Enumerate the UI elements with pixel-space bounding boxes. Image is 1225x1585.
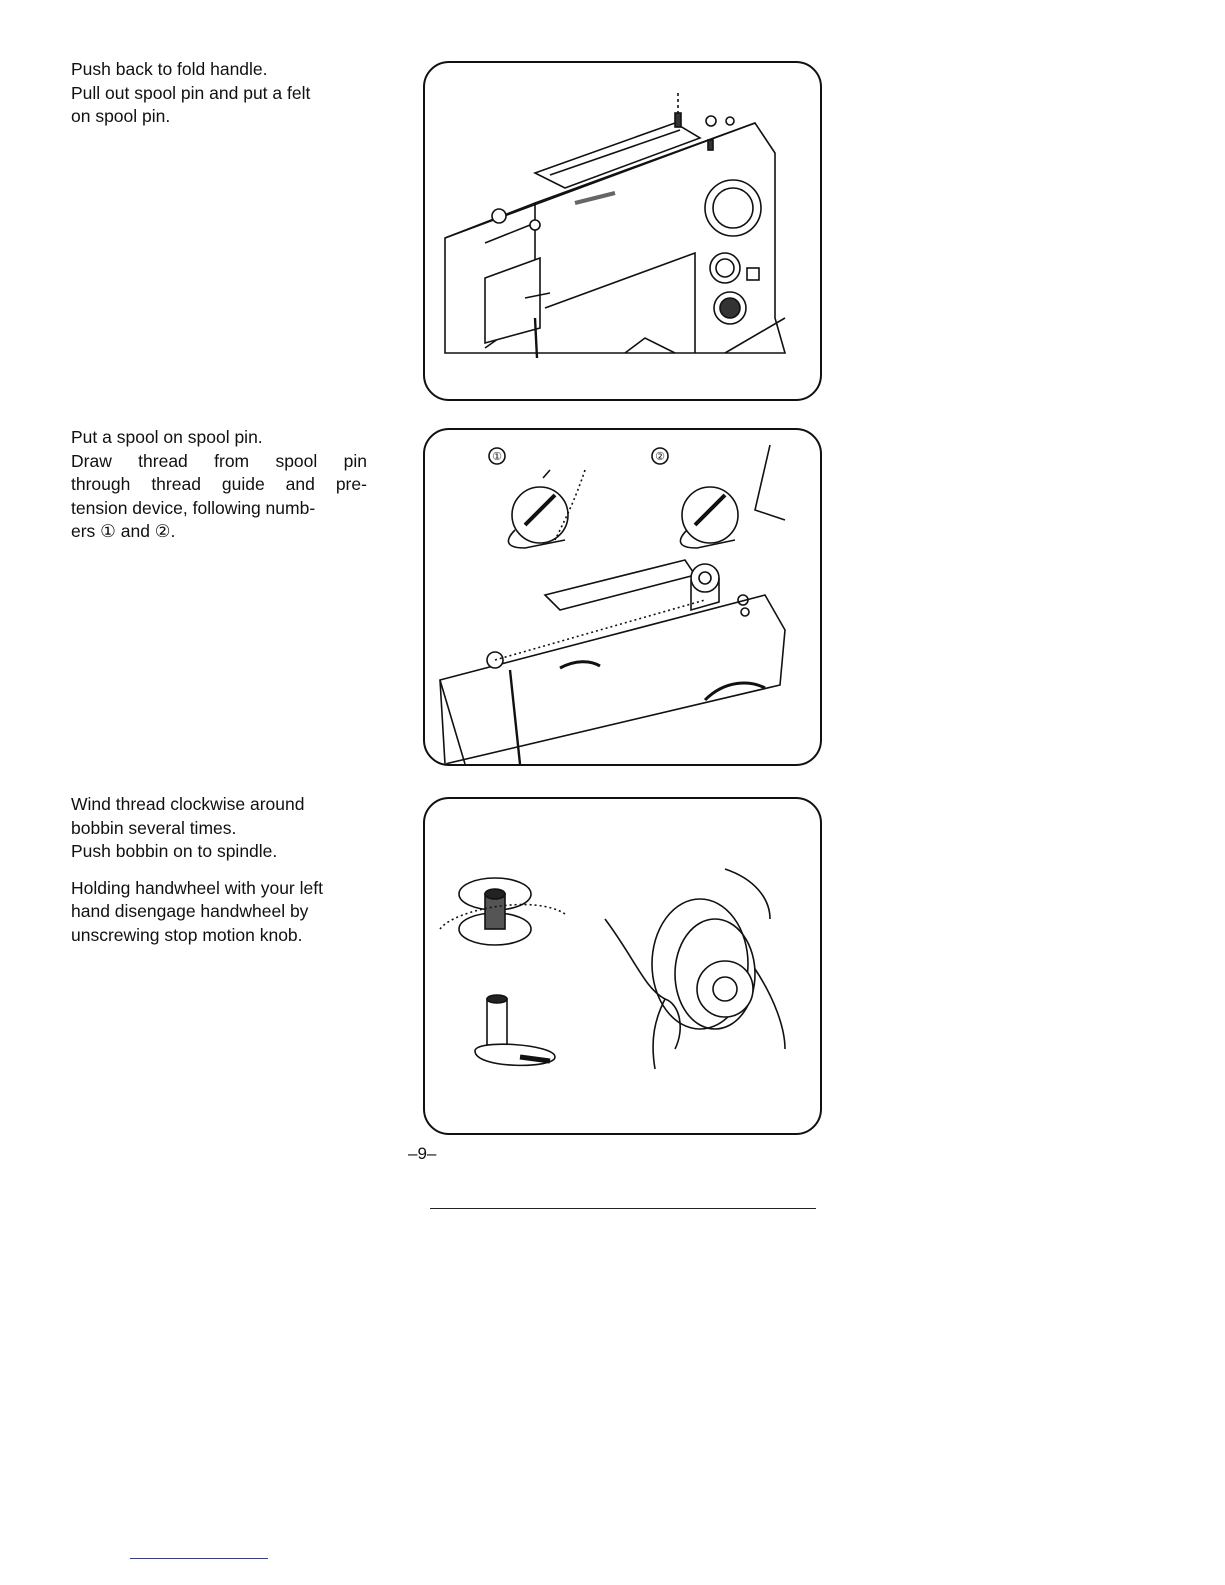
text-line: bobbin several times. [71,817,237,838]
divider [430,1208,816,1209]
callout-2-label: ② [655,451,665,463]
instruction-wind-bobbin [71,793,367,947]
threading-illustration [425,430,820,764]
text-line: Holding handwheel with your left [71,877,323,898]
text-line: through thread guide and pre- [71,474,367,494]
divider [130,1558,268,1559]
sewing-machine-illustration [425,63,820,399]
text-line: on spool pin. [71,106,171,126]
text-line: Put a spool on spool pin. [71,427,263,447]
figure-thread-spool [423,428,822,766]
text-line: Pull out spool pin and put a felt [71,82,311,103]
text-line: hand disengage handwheel by [71,901,309,921]
text-line: unscrewing stop motion knob. [71,924,303,945]
bobbin-illustration [425,799,820,1133]
text-line: ers ① and ②. [71,521,176,541]
page-number: –9– [408,1144,437,1163]
text-line: tension device, following numb- [71,497,316,518]
text-line: Push back to fold handle. [71,59,268,79]
instruction-fold-handle [71,58,367,129]
text-line: Wind thread clockwise around [71,794,305,814]
callout-1-label: ① [492,451,502,463]
text-line: Draw thread from spool pin [71,450,367,471]
figure-fold-handle [423,61,822,401]
text-line: Push bobbin on to spindle. [71,841,278,861]
instruction-thread-spool [71,426,367,544]
figure-bobbin-winding [423,797,822,1135]
